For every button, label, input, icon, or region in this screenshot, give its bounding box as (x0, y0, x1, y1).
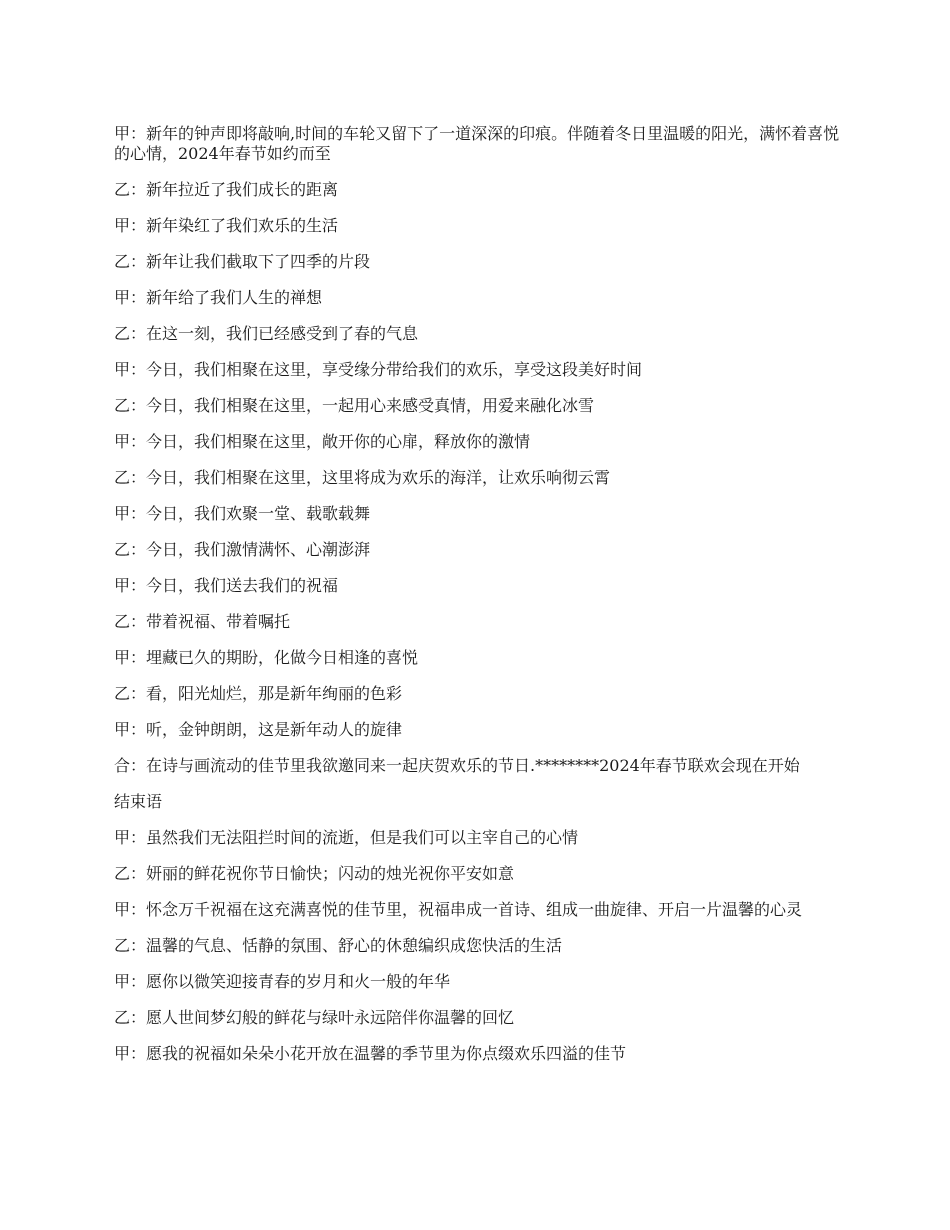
paragraph: 甲：听，金钟朗朗，这是新年动人的旋律 (114, 720, 403, 739)
paragraph: 甲：新年染红了我们欢乐的生活 (114, 216, 339, 235)
paragraph: 甲：今日，我们相聚在这里，享受缘分带给我们的欢乐，享受这段美好时间 (114, 360, 643, 379)
paragraph: 乙：带着祝福、带着嘱托 (114, 612, 291, 631)
paragraph-together-line: 合：在诗与画流动的佳节里我欲邀同来一起庆贺欢乐的节日.********2024年春节联欢会现在开始 (114, 756, 800, 775)
paragraph: 甲：愿我的祝福如朵朵小花开放在温馨的季节里为你点缀欢乐四溢的佳节 (114, 1044, 627, 1063)
section-heading-closing-remarks: 结束语 (114, 792, 163, 811)
paragraph-opening-line: 甲：新年的钟声即将敲响,时间的车轮又留下了一道深深的印痕。伴随着冬日里温暖的阳光，满怀着喜悦的心情，2024年春节如约而至 (114, 124, 840, 163)
paragraph: 甲：今日，我们欢聚一堂、载歌载舞 (114, 504, 371, 523)
paragraph: 乙：今日，我们相聚在这里，一起用心来感受真情，用爱来融化冰雪 (114, 396, 595, 415)
paragraph: 乙：今日，我们激情满怀、心潮澎湃 (114, 540, 371, 559)
paragraph: 乙：妍丽的鲜花祝你节日愉快；闪动的烛光祝你平安如意 (114, 864, 515, 883)
document-body (114, 124, 844, 1080)
paragraph: 甲：愿你以微笑迎接青春的岁月和火一般的年华 (114, 972, 451, 991)
paragraph: 乙：在这一刻，我们已经感受到了春的气息 (114, 324, 419, 343)
paragraph: 乙：新年拉近了我们成长的距离 (114, 180, 339, 199)
paragraph: 乙：新年让我们截取下了四季的片段 (114, 252, 371, 271)
paragraph: 甲：新年给了我们人生的禅想 (114, 288, 323, 307)
paragraph: 甲：怀念万千祝福在这充满喜悦的佳节里，祝福串成一首诗、组成一曲旋律、开启一片温馨的心灵 (114, 900, 803, 919)
paragraph: 乙：看，阳光灿烂，那是新年绚丽的色彩 (114, 684, 403, 703)
paragraph: 乙：今日，我们相聚在这里，这里将成为欢乐的海洋，让欢乐响彻云霄 (114, 468, 611, 487)
paragraph: 乙：愿人世间梦幻般的鲜花与绿叶永远陪伴你温馨的回忆 (114, 1008, 515, 1027)
paragraph: 甲：今日，我们送去我们的祝福 (114, 576, 339, 595)
paragraph: 甲：虽然我们无法阻拦时间的流逝，但是我们可以主宰自己的心情 (114, 828, 579, 847)
paragraph: 乙：温馨的气息、恬静的氛围、舒心的休憩编织成您快活的生活 (114, 936, 563, 955)
paragraph: 甲：埋藏已久的期盼，化做今日相逢的喜悦 (114, 648, 419, 667)
paragraph: 甲：今日，我们相聚在这里，敞开你的心扉，释放你的激情 (114, 432, 531, 451)
